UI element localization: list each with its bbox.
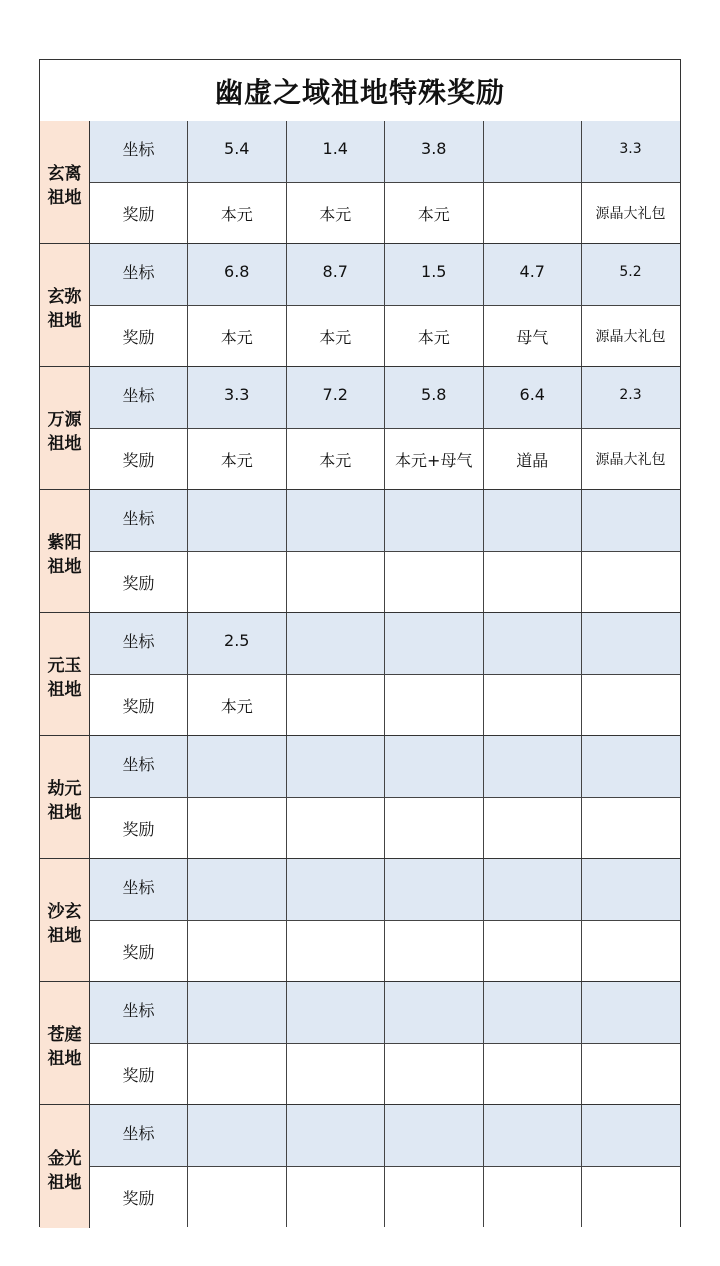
reward-cell <box>484 183 583 243</box>
reward-cell <box>484 1044 583 1104</box>
coord-row <box>90 859 680 921</box>
coord-cell <box>582 490 679 551</box>
coord-row <box>90 613 680 675</box>
reward-row <box>90 1044 680 1104</box>
reward-label: 奖励 <box>90 552 188 612</box>
reward-cell: 源晶大礼包 <box>595 206 666 222</box>
coord-cell <box>385 736 484 797</box>
coord-cell: 5.4 <box>188 121 287 182</box>
coord-label: 坐标 <box>90 490 188 551</box>
site-block <box>40 1105 680 1228</box>
coord-cell <box>287 736 386 797</box>
site-name: 元玉祖地 <box>47 656 82 700</box>
site-name: 苍庭祖地 <box>47 1025 82 1069</box>
reward-cell: 本元 <box>385 183 484 243</box>
coord-row <box>90 982 680 1044</box>
coord-cell <box>582 982 679 1043</box>
coord-cell: 2.3 <box>619 386 642 403</box>
coord-cell <box>484 1105 583 1166</box>
site-name-cell <box>40 490 90 612</box>
reward-cell <box>287 1167 386 1227</box>
reward-cell <box>287 675 386 735</box>
site-name: 劫元祖地 <box>47 779 82 823</box>
coord-cell: 1.4 <box>287 121 386 182</box>
coord-cell: 6.8 <box>188 244 287 305</box>
reward-cell: 本元 <box>385 306 484 366</box>
coord-cell <box>582 613 679 674</box>
reward-cell <box>188 1167 287 1227</box>
coord-label: 坐标 <box>90 736 188 797</box>
site-name-cell <box>40 121 90 243</box>
reward-cell <box>385 921 484 981</box>
coord-label: 坐标 <box>90 982 188 1043</box>
reward-cell <box>287 798 386 858</box>
reward-cell <box>582 921 679 981</box>
coord-cell: 1.5 <box>385 244 484 305</box>
reward-cell <box>287 552 386 612</box>
coord-label: 坐标 <box>90 244 188 305</box>
coord-cell <box>484 859 583 920</box>
site-name: 沙玄祖地 <box>47 902 82 946</box>
reward-label: 奖励 <box>90 429 188 489</box>
coord-cell <box>385 982 484 1043</box>
reward-cell <box>582 1167 679 1227</box>
coord-cell <box>188 859 287 920</box>
coord-label: 坐标 <box>90 1105 188 1166</box>
reward-cell <box>484 1167 583 1227</box>
coord-cell <box>582 859 679 920</box>
reward-row <box>90 1167 680 1227</box>
coord-cell: 3.3 <box>188 367 287 428</box>
reward-cell: 道晶 <box>484 429 583 489</box>
reward-label: 奖励 <box>90 306 188 366</box>
reward-cell <box>188 1044 287 1104</box>
coord-label: 坐标 <box>90 859 188 920</box>
reward-cell: 母气 <box>484 306 583 366</box>
site-block <box>40 982 680 1105</box>
reward-cell <box>287 1044 386 1104</box>
coord-cell: 4.7 <box>484 244 583 305</box>
coord-cell <box>582 736 679 797</box>
coord-cell: 3.3 <box>619 140 642 157</box>
reward-cell: 本元 <box>287 429 386 489</box>
site-name-cell <box>40 859 90 981</box>
reward-label: 奖励 <box>90 1044 188 1104</box>
reward-cell <box>582 552 679 612</box>
reward-cell <box>385 552 484 612</box>
reward-cell <box>188 552 287 612</box>
site-name-cell <box>40 244 90 366</box>
coord-cell: 2.5 <box>188 613 287 674</box>
reward-row <box>90 798 680 858</box>
site-block <box>40 490 680 613</box>
coord-cell <box>484 613 583 674</box>
reward-row <box>90 306 680 366</box>
coord-cell <box>287 1105 386 1166</box>
site-name-cell <box>40 1105 90 1228</box>
coord-row <box>90 367 680 429</box>
reward-cell <box>385 1167 484 1227</box>
reward-cell: 源晶大礼包 <box>595 452 666 468</box>
reward-label: 奖励 <box>90 675 188 735</box>
reward-row <box>90 183 680 243</box>
reward-label: 奖励 <box>90 798 188 858</box>
reward-label: 奖励 <box>90 183 188 243</box>
coord-cell: 3.8 <box>385 121 484 182</box>
reward-cell: 本元 <box>188 306 287 366</box>
reward-cell <box>484 675 583 735</box>
coord-row <box>90 490 680 552</box>
site-block <box>40 367 680 490</box>
reward-cell: 本元 <box>188 183 287 243</box>
coord-cell <box>188 490 287 551</box>
site-block <box>40 121 680 244</box>
coord-cell <box>484 121 583 182</box>
reward-cell: 本元 <box>287 306 386 366</box>
reward-cell <box>385 675 484 735</box>
coord-cell <box>287 613 386 674</box>
reward-cell <box>582 675 679 735</box>
coord-cell <box>188 1105 287 1166</box>
reward-cell <box>188 921 287 981</box>
site-block <box>40 859 680 982</box>
reward-cell <box>582 1044 679 1104</box>
reward-cell <box>188 798 287 858</box>
coord-label: 坐标 <box>90 121 188 182</box>
reward-cell: 源晶大礼包 <box>595 329 666 345</box>
site-name: 紫阳祖地 <box>47 533 82 577</box>
site-name: 玄弥祖地 <box>47 287 82 331</box>
site-block <box>40 613 680 736</box>
coord-row <box>90 1105 680 1167</box>
coord-cell <box>385 490 484 551</box>
coord-cell <box>287 982 386 1043</box>
coord-cell <box>582 1105 679 1166</box>
coord-cell: 6.4 <box>484 367 583 428</box>
reward-row <box>90 675 680 735</box>
coord-cell <box>188 736 287 797</box>
coord-cell: 5.8 <box>385 367 484 428</box>
coord-cell: 5.2 <box>619 263 642 280</box>
coord-cell <box>287 859 386 920</box>
reward-cell: 本元 <box>188 675 287 735</box>
reward-cell <box>385 798 484 858</box>
coord-cell <box>287 490 386 551</box>
reward-cell <box>484 921 583 981</box>
site-block <box>40 244 680 367</box>
coord-row <box>90 121 680 183</box>
coord-cell <box>484 490 583 551</box>
coord-cell <box>484 736 583 797</box>
reward-cell: 本元 <box>287 183 386 243</box>
reward-row <box>90 552 680 612</box>
coord-cell <box>385 613 484 674</box>
reward-cell <box>484 798 583 858</box>
coord-label: 坐标 <box>90 613 188 674</box>
coord-cell <box>385 859 484 920</box>
site-name-cell <box>40 736 90 858</box>
reward-cell <box>385 1044 484 1104</box>
reward-cell: 本元 <box>188 429 287 489</box>
reward-cell <box>582 798 679 858</box>
site-name: 玄离祖地 <box>47 164 82 208</box>
table-title: 幽虚之域祖地特殊奖励 <box>40 60 680 122</box>
coord-cell: 8.7 <box>287 244 386 305</box>
reward-table <box>39 59 681 1227</box>
coord-cell <box>385 1105 484 1166</box>
reward-row <box>90 429 680 489</box>
site-name: 万源祖地 <box>47 410 82 454</box>
coord-cell: 7.2 <box>287 367 386 428</box>
reward-label: 奖励 <box>90 1167 188 1227</box>
site-name-cell <box>40 367 90 489</box>
site-name: 金光祖地 <box>47 1148 82 1193</box>
table-body <box>40 121 680 1226</box>
reward-label: 奖励 <box>90 921 188 981</box>
reward-cell <box>287 921 386 981</box>
coord-row <box>90 736 680 798</box>
coord-row <box>90 244 680 306</box>
coord-cell <box>188 982 287 1043</box>
coord-label: 坐标 <box>90 367 188 428</box>
reward-row <box>90 921 680 981</box>
site-block <box>40 736 680 859</box>
site-name-cell <box>40 982 90 1104</box>
coord-cell <box>484 982 583 1043</box>
site-name-cell <box>40 613 90 735</box>
reward-cell <box>484 552 583 612</box>
reward-cell: 本元+母气 <box>385 429 484 489</box>
